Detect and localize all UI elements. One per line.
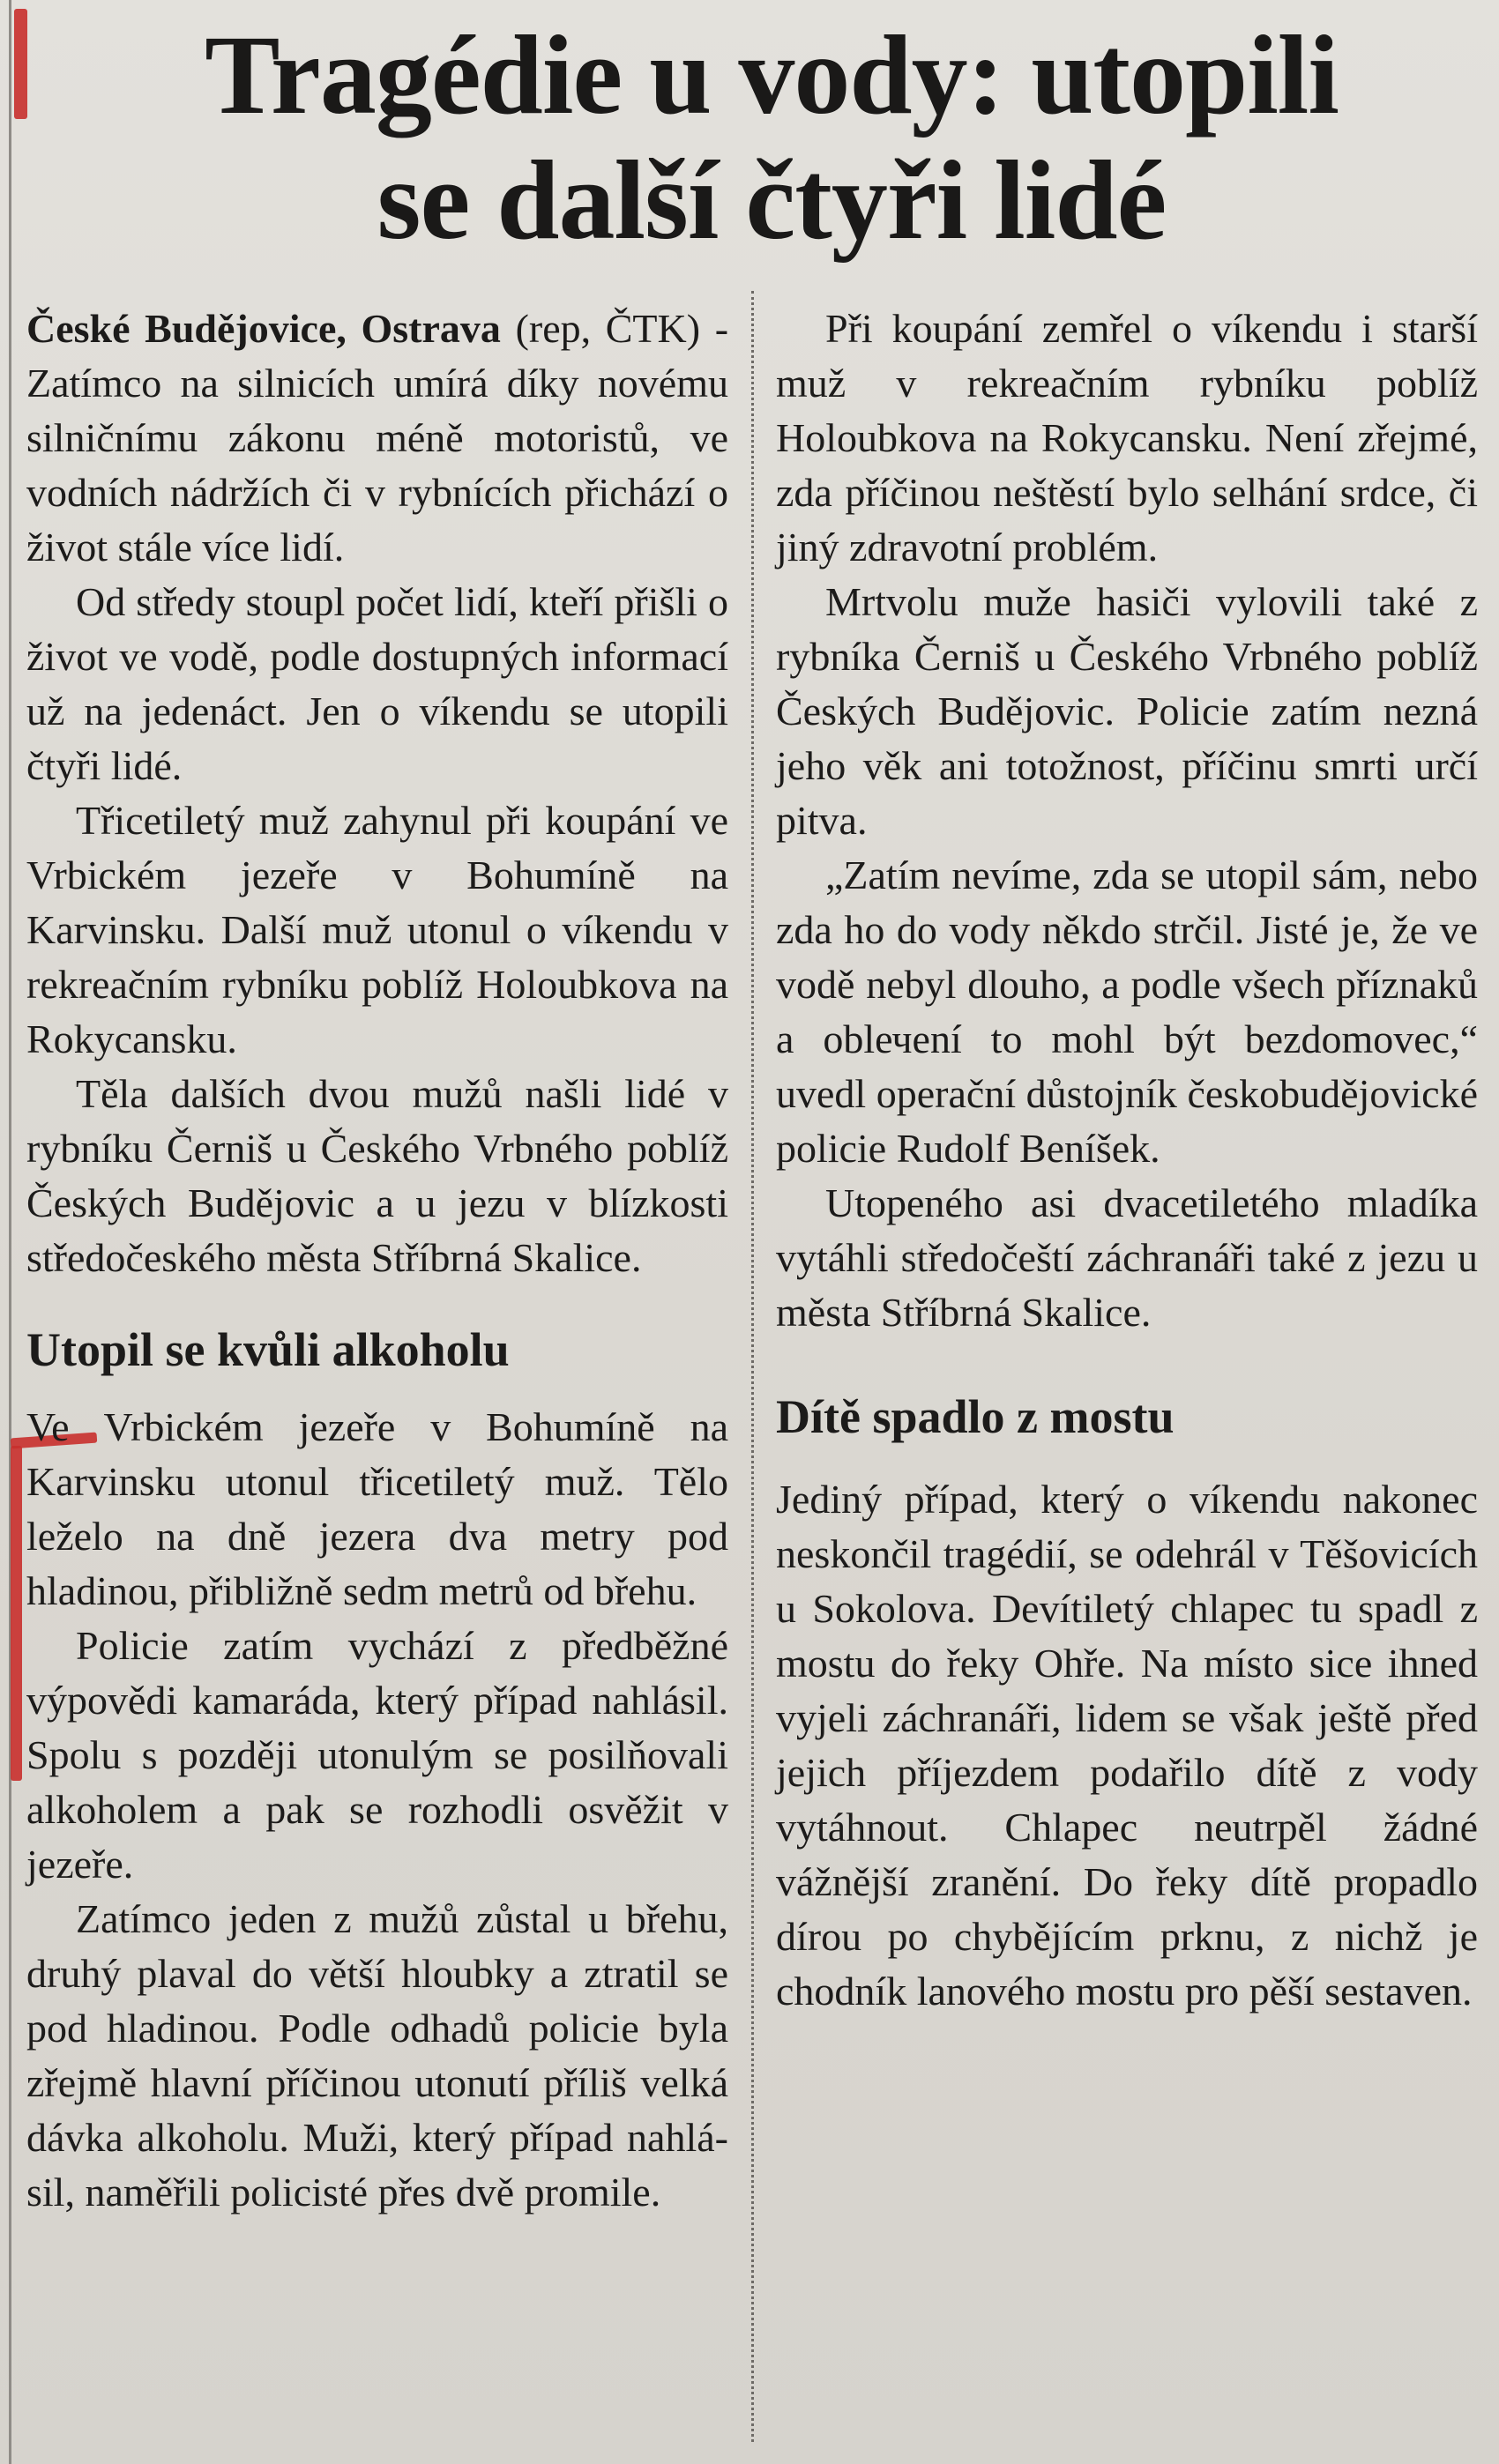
body-paragraph: Od středy stoupl počet lidí, kteří přišli o život ve vodě, podle dostupných informací už na jedenáct. Jen o víkendu se utopili čtyři lidé.	[26, 579, 728, 788]
article-column-right	[776, 301, 1478, 2019]
red-marker-stroke-side	[11, 1446, 22, 1781]
dateline: České Budějovice, Ostrava	[26, 306, 501, 351]
subheading-alcohol: Utopil se kvůli alkoholu	[26, 1323, 510, 1376]
body-paragraph: Zatímco jeden z mužů zůstal u břehu, druhý plaval do větší hloubky a ztratil se pod hladinou. Podle odhadů policie byla zřejmě hlavní příčinou utonutí příliš velká dávka alkoholu. Muži, který případ nahlásil, naměřili policisté přes dvě promile.	[26, 1896, 728, 2215]
lead-text: (rep, ČTK) - Zatímco na silnicích umírá díky novému silničnímu zákonu méně motoristů, ve vodních nádržích či v rybnících přichází o život stále více lidí.	[26, 306, 729, 569]
headline-line-2: se další čtyři lidé	[377, 138, 1167, 263]
subheading-bridge: Dítě spadlo z mostu	[776, 1390, 1175, 1443]
body-paragraph: Těla dalších dvou mužů našli lidé v rybníku Černiš u Českého Vrbného poblíž Českých Budějovic a u jezu v blízkosti středočeského města Stříbrná Skalice.	[26, 1071, 728, 1280]
headline-line-1: Tragédie u vody: utopili	[205, 12, 1339, 138]
body-paragraph: Policie zatím vychází z předběžné výpovědi kamaráda, který případ nahlásil. Spolu s později utonulým se posilňovali alkoholem a pak se rozhodli osvěžit v jezeře.	[26, 1623, 728, 1887]
body-paragraph: Utopeného asi dvacetiletého mladíka vytáhli středočeští záchranáři také z jezu u města Stříbrná Skalice.	[776, 1180, 1478, 1335]
body-paragraph: Jediný případ, který o víkendu nakonec neskončil tragédií, se odehrál v Těšovicích u Sokolova. Devítiletý chlapec tu spadl z mostu do řeky Ohře. Na místo sice ihned vyjeli záchranáři, lidem se však ještě před jejich příjezdem podařilo dítě z vody vytáhnout. Chlapec neutrpěl žádné vážnější zranění. Do řeky dítě propadlo dírou po chybějícím prknu, z nichž je chodník lanového mostu pro pěší sestaven.	[776, 1477, 1478, 2014]
body-paragraph: Ve Vrbickém jezeře v Bohumíně na Karvinsku utonul třicetiletý muž. Tělo leželo na dně jezera dva metry pod hladinou, přibližně sedm metrů od břehu.	[26, 1404, 728, 1613]
column-divider	[751, 291, 754, 2442]
body-paragraph: Třicetiletý muž zahynul při koupání ve Vrbickém jezeře v Bohumíně na Karvinsku. Další muž utonul o víkendu v rekreačním rybníku poblíž Holoubkova na Rokycansku.	[26, 798, 728, 1061]
article-column-left	[26, 301, 728, 2220]
red-marker-stroke-top	[14, 9, 27, 119]
article-headline	[62, 12, 1481, 263]
page-edge-rule	[9, 0, 11, 2464]
body-paragraph: Mrtvolu muže hasiči vylovili také z rybníka Černiš u Českého Vrbného poblíž Českých Budějovic. Policie zatím nezná jeho věk ani totožnost, příčinu smrti určí pitva.	[776, 579, 1478, 843]
body-paragraph: Při koupání zemřel o víkendu i starší muž v rekreačním rybníku poblíž Holoubkova na Rokycansku. Není zřejmé, zda příčinou neštěstí bylo selhání srdce, či jiný zdravotní problém.	[776, 306, 1478, 569]
lead-paragraph	[26, 301, 728, 575]
body-paragraph: „Zatím nevíme, zda se utopil sám, nebo zda ho do vody někdo strčil. Jisté je, že ve vodě nebyl dlouho, a podle všech příznaků a oblечеní to mohl být bezdomovec,“ uvedl operační důstojník českobudějovické policie Rudolf Beníšek.	[776, 852, 1478, 1171]
